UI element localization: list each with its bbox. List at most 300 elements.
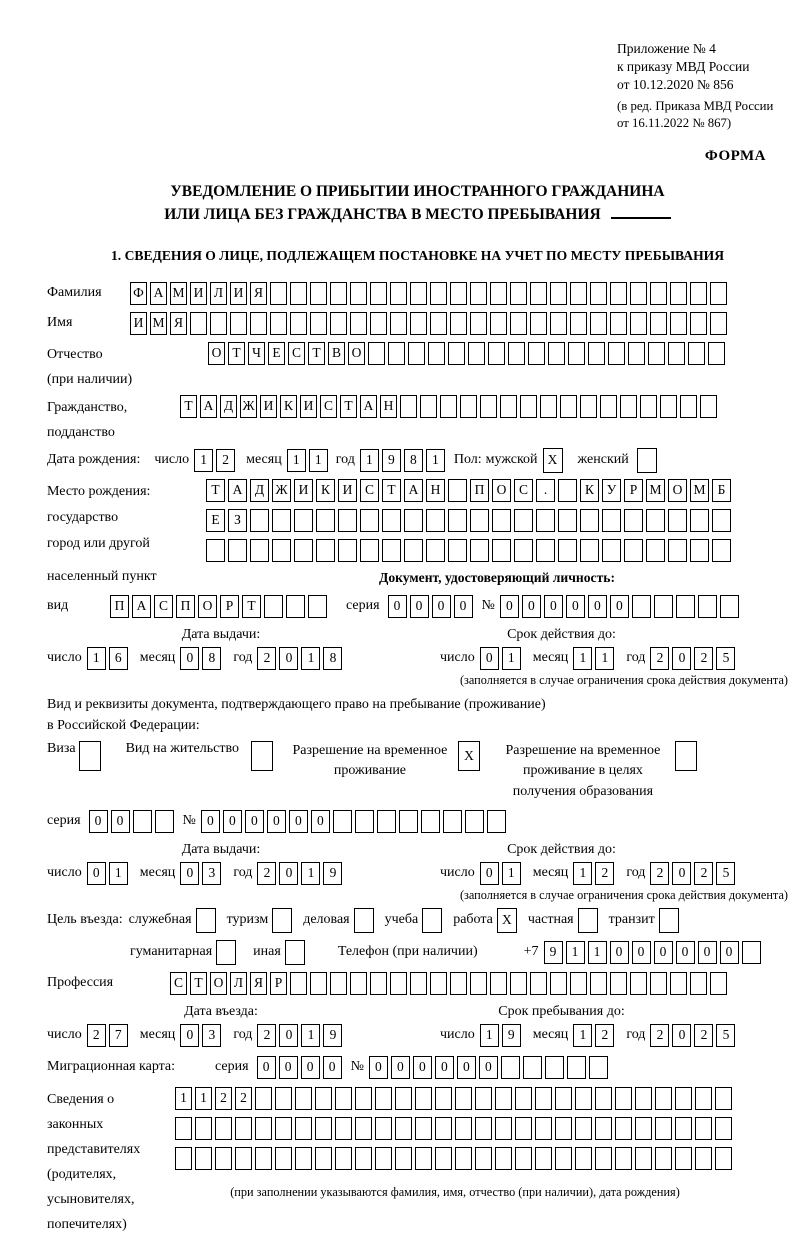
char-cell[interactable] — [395, 1147, 412, 1170]
char-cell[interactable] — [255, 1147, 272, 1170]
char-cell[interactable] — [670, 312, 687, 335]
purpose-transit-checkbox[interactable] — [659, 908, 682, 933]
char-cell[interactable] — [680, 395, 697, 418]
representatives-cells-row1[interactable] — [175, 1087, 735, 1110]
surname-cells[interactable] — [130, 282, 730, 305]
char-cell[interactable]: 0 — [223, 810, 242, 833]
char-cell[interactable] — [500, 395, 517, 418]
char-cell[interactable] — [450, 312, 467, 335]
char-cell[interactable]: 0 — [632, 941, 651, 964]
char-cell[interactable] — [655, 1147, 672, 1170]
char-cell[interactable] — [470, 972, 487, 995]
char-cell[interactable] — [550, 282, 567, 305]
char-cell[interactable] — [568, 342, 585, 365]
char-cell[interactable] — [492, 539, 511, 562]
char-cell[interactable] — [435, 1087, 452, 1110]
char-cell[interactable] — [580, 395, 597, 418]
char-cell[interactable]: А — [132, 595, 151, 618]
char-cell[interactable]: 1 — [301, 862, 320, 885]
char-cell[interactable] — [360, 539, 379, 562]
char-cell[interactable] — [690, 312, 707, 335]
char-cell[interactable] — [624, 509, 643, 532]
char-cell[interactable] — [570, 972, 587, 995]
char-cell[interactable] — [710, 312, 727, 335]
birth-month-cells[interactable] — [287, 449, 331, 472]
char-cell[interactable]: А — [360, 395, 377, 418]
char-cell[interactable] — [295, 1087, 312, 1110]
purpose-work-checkbox[interactable] — [497, 908, 520, 933]
char-cell[interactable] — [375, 1087, 392, 1110]
char-cell[interactable] — [335, 1117, 352, 1140]
char-cell[interactable] — [455, 1147, 472, 1170]
temp-residence-edu-checkbox[interactable] — [675, 741, 700, 771]
char-cell[interactable] — [487, 810, 506, 833]
char-cell[interactable] — [589, 1056, 608, 1079]
char-cell[interactable]: 1 — [301, 1024, 320, 1047]
char-cell[interactable]: 1 — [502, 862, 521, 885]
purpose-study-checkbox[interactable] — [422, 908, 445, 933]
char-cell[interactable] — [390, 282, 407, 305]
char-cell[interactable] — [490, 312, 507, 335]
res-valid-day-cells[interactable] — [480, 862, 524, 885]
char-cell[interactable] — [315, 1117, 332, 1140]
char-cell[interactable] — [470, 282, 487, 305]
char-cell[interactable] — [270, 282, 287, 305]
char-cell[interactable] — [570, 312, 587, 335]
char-cell[interactable] — [275, 1117, 292, 1140]
char-cell[interactable] — [635, 1117, 652, 1140]
char-cell[interactable] — [420, 395, 437, 418]
mig-series-cells[interactable] — [257, 1056, 345, 1079]
char-cell[interactable] — [690, 509, 709, 532]
char-cell[interactable] — [610, 282, 627, 305]
char-cell[interactable]: 2 — [216, 449, 235, 472]
char-cell[interactable]: О — [668, 479, 687, 502]
char-cell[interactable] — [215, 1117, 232, 1140]
char-cell[interactable] — [470, 539, 489, 562]
char-cell[interactable]: 0 — [180, 1024, 199, 1047]
char-cell[interactable] — [338, 539, 357, 562]
char-cell[interactable] — [567, 1056, 586, 1079]
char-cell[interactable] — [595, 1087, 612, 1110]
char-cell[interactable]: 1 — [573, 647, 592, 670]
char-cell[interactable] — [515, 1147, 532, 1170]
char-cell[interactable]: И — [338, 479, 357, 502]
char-cell[interactable] — [430, 282, 447, 305]
char-cell[interactable] — [390, 312, 407, 335]
char-cell[interactable] — [695, 1087, 712, 1110]
char-cell[interactable]: 5 — [716, 862, 735, 885]
char-cell[interactable] — [668, 509, 687, 532]
sex-female-checkbox[interactable] — [637, 448, 660, 473]
char-cell[interactable]: 1 — [194, 449, 213, 472]
char-cell[interactable] — [286, 595, 305, 618]
char-cell[interactable] — [510, 972, 527, 995]
char-cell[interactable] — [272, 908, 292, 933]
char-cell[interactable]: Л — [210, 282, 227, 305]
char-cell[interactable] — [196, 908, 216, 933]
char-cell[interactable]: 2 — [215, 1087, 232, 1110]
char-cell[interactable] — [712, 509, 731, 532]
purpose-private-checkbox[interactable] — [578, 908, 601, 933]
char-cell[interactable] — [560, 395, 577, 418]
char-cell[interactable] — [515, 1117, 532, 1140]
char-cell[interactable]: 0 — [676, 941, 695, 964]
char-cell[interactable]: 0 — [413, 1056, 432, 1079]
char-cell[interactable]: 0 — [720, 941, 739, 964]
char-cell[interactable] — [415, 1117, 432, 1140]
char-cell[interactable] — [575, 1117, 592, 1140]
char-cell[interactable] — [390, 972, 407, 995]
stay-year-cells[interactable] — [650, 1024, 738, 1047]
char-cell[interactable] — [430, 312, 447, 335]
char-cell[interactable]: 0 — [672, 647, 691, 670]
char-cell[interactable]: 0 — [672, 1024, 691, 1047]
char-cell[interactable] — [628, 342, 645, 365]
entry-year-cells[interactable] — [257, 1024, 345, 1047]
char-cell[interactable] — [251, 741, 273, 771]
char-cell[interactable]: Р — [270, 972, 287, 995]
char-cell[interactable] — [355, 810, 374, 833]
id-valid-day-cells[interactable] — [480, 647, 524, 670]
char-cell[interactable]: 7 — [109, 1024, 128, 1047]
char-cell[interactable] — [712, 539, 731, 562]
char-cell[interactable] — [294, 509, 313, 532]
char-cell[interactable] — [575, 1087, 592, 1110]
char-cell[interactable] — [610, 312, 627, 335]
char-cell[interactable]: 3 — [202, 1024, 221, 1047]
char-cell[interactable]: Я — [250, 282, 267, 305]
char-cell[interactable] — [175, 1147, 192, 1170]
char-cell[interactable]: И — [130, 312, 147, 335]
char-cell[interactable] — [330, 312, 347, 335]
char-cell[interactable]: И — [230, 282, 247, 305]
char-cell[interactable]: 8 — [404, 449, 423, 472]
char-cell[interactable] — [514, 509, 533, 532]
char-cell[interactable]: 0 — [457, 1056, 476, 1079]
char-cell[interactable] — [668, 342, 685, 365]
char-cell[interactable] — [455, 1087, 472, 1110]
char-cell[interactable]: Е — [206, 509, 225, 532]
char-cell[interactable]: 0 — [369, 1056, 388, 1079]
char-cell[interactable]: 0 — [610, 595, 629, 618]
char-cell[interactable] — [590, 972, 607, 995]
birth-place-cells-row2[interactable] — [206, 509, 734, 532]
char-cell[interactable]: Р — [624, 479, 643, 502]
char-cell[interactable] — [455, 1117, 472, 1140]
char-cell[interactable]: 0 — [279, 862, 298, 885]
char-cell[interactable] — [190, 312, 207, 335]
char-cell[interactable] — [660, 395, 677, 418]
birth-place-cells-row3[interactable] — [206, 539, 734, 562]
char-cell[interactable] — [426, 509, 445, 532]
char-cell[interactable] — [375, 1117, 392, 1140]
char-cell[interactable] — [272, 509, 291, 532]
char-cell[interactable]: 9 — [323, 862, 342, 885]
char-cell[interactable] — [295, 1117, 312, 1140]
char-cell[interactable] — [508, 342, 525, 365]
char-cell[interactable] — [133, 810, 152, 833]
stay-day-cells[interactable] — [480, 1024, 524, 1047]
char-cell[interactable]: 0 — [279, 1056, 298, 1079]
char-cell[interactable]: 0 — [479, 1056, 498, 1079]
char-cell[interactable] — [675, 1087, 692, 1110]
char-cell[interactable]: О — [492, 479, 511, 502]
char-cell[interactable] — [426, 539, 445, 562]
char-cell[interactable]: И — [300, 395, 317, 418]
char-cell[interactable]: Я — [250, 972, 267, 995]
temp-residence-checkbox[interactable] — [458, 741, 483, 771]
char-cell[interactable]: 1 — [595, 647, 614, 670]
char-cell[interactable]: 8 — [202, 647, 221, 670]
char-cell[interactable] — [624, 539, 643, 562]
char-cell[interactable]: X — [543, 448, 563, 473]
char-cell[interactable] — [578, 908, 598, 933]
char-cell[interactable] — [382, 509, 401, 532]
char-cell[interactable] — [315, 1147, 332, 1170]
char-cell[interactable]: 0 — [201, 810, 220, 833]
char-cell[interactable] — [354, 908, 374, 933]
char-cell[interactable] — [475, 1087, 492, 1110]
citizenship-cells[interactable] — [180, 395, 720, 418]
char-cell[interactable] — [350, 282, 367, 305]
char-cell[interactable] — [310, 282, 327, 305]
char-cell[interactable] — [742, 941, 761, 964]
char-cell[interactable] — [210, 312, 227, 335]
char-cell[interactable] — [528, 342, 545, 365]
char-cell[interactable] — [290, 972, 307, 995]
char-cell[interactable]: Т — [382, 479, 401, 502]
char-cell[interactable] — [195, 1117, 212, 1140]
char-cell[interactable]: 0 — [391, 1056, 410, 1079]
char-cell[interactable]: 0 — [480, 862, 499, 885]
char-cell[interactable] — [575, 1147, 592, 1170]
char-cell[interactable] — [530, 282, 547, 305]
char-cell[interactable]: 1 — [175, 1087, 192, 1110]
char-cell[interactable] — [590, 282, 607, 305]
char-cell[interactable]: А — [150, 282, 167, 305]
visa-checkbox[interactable] — [79, 741, 104, 771]
char-cell[interactable] — [79, 741, 101, 771]
phone-cells[interactable] — [544, 941, 764, 964]
char-cell[interactable]: М — [690, 479, 709, 502]
char-cell[interactable]: Е — [268, 342, 285, 365]
char-cell[interactable] — [488, 342, 505, 365]
char-cell[interactable] — [460, 395, 477, 418]
char-cell[interactable]: 0 — [111, 810, 130, 833]
char-cell[interactable] — [670, 972, 687, 995]
char-cell[interactable] — [655, 1117, 672, 1140]
char-cell[interactable] — [475, 1117, 492, 1140]
char-cell[interactable] — [520, 395, 537, 418]
char-cell[interactable] — [355, 1117, 372, 1140]
char-cell[interactable] — [355, 1147, 372, 1170]
char-cell[interactable] — [555, 1147, 572, 1170]
birth-place-cells-row1[interactable] — [206, 479, 734, 502]
char-cell[interactable]: С — [514, 479, 533, 502]
char-cell[interactable]: 0 — [257, 1056, 276, 1079]
char-cell[interactable]: З — [228, 509, 247, 532]
res-valid-year-cells[interactable] — [650, 862, 738, 885]
char-cell[interactable] — [228, 539, 247, 562]
char-cell[interactable] — [540, 395, 557, 418]
char-cell[interactable]: 2 — [694, 1024, 713, 1047]
char-cell[interactable]: 0 — [245, 810, 264, 833]
char-cell[interactable]: 1 — [195, 1087, 212, 1110]
char-cell[interactable]: 0 — [544, 595, 563, 618]
char-cell[interactable] — [514, 539, 533, 562]
char-cell[interactable] — [430, 972, 447, 995]
char-cell[interactable] — [395, 1117, 412, 1140]
char-cell[interactable]: 1 — [573, 862, 592, 885]
char-cell[interactable] — [715, 1087, 732, 1110]
char-cell[interactable]: Д — [250, 479, 269, 502]
char-cell[interactable] — [695, 1147, 712, 1170]
char-cell[interactable] — [448, 509, 467, 532]
char-cell[interactable] — [255, 1087, 272, 1110]
char-cell[interactable]: 0 — [480, 647, 499, 670]
char-cell[interactable] — [602, 509, 621, 532]
char-cell[interactable]: В — [328, 342, 345, 365]
char-cell[interactable] — [650, 972, 667, 995]
char-cell[interactable] — [710, 972, 727, 995]
char-cell[interactable] — [495, 1117, 512, 1140]
char-cell[interactable] — [655, 1087, 672, 1110]
doc-series-cells[interactable] — [388, 595, 476, 618]
char-cell[interactable] — [250, 539, 269, 562]
char-cell[interactable] — [530, 312, 547, 335]
char-cell[interactable] — [510, 312, 527, 335]
char-cell[interactable]: 0 — [654, 941, 673, 964]
char-cell[interactable] — [646, 509, 665, 532]
char-cell[interactable] — [688, 342, 705, 365]
char-cell[interactable] — [377, 810, 396, 833]
char-cell[interactable] — [495, 1147, 512, 1170]
char-cell[interactable]: 0 — [698, 941, 717, 964]
res-issue-month-cells[interactable] — [180, 862, 224, 885]
char-cell[interactable] — [315, 1087, 332, 1110]
name-cells[interactable] — [130, 312, 730, 335]
char-cell[interactable] — [632, 595, 651, 618]
char-cell[interactable]: Н — [426, 479, 445, 502]
char-cell[interactable]: М — [646, 479, 665, 502]
res-issue-year-cells[interactable] — [257, 862, 345, 885]
char-cell[interactable]: 2 — [694, 862, 713, 885]
purpose-business-checkbox[interactable] — [354, 908, 377, 933]
char-cell[interactable]: С — [154, 595, 173, 618]
char-cell[interactable] — [404, 539, 423, 562]
char-cell[interactable]: О — [208, 342, 225, 365]
char-cell[interactable] — [355, 1087, 372, 1110]
char-cell[interactable] — [448, 479, 467, 502]
char-cell[interactable] — [338, 509, 357, 532]
doc-number-cells[interactable] — [500, 595, 742, 618]
char-cell[interactable] — [630, 282, 647, 305]
char-cell[interactable]: Т — [242, 595, 261, 618]
char-cell[interactable] — [368, 342, 385, 365]
char-cell[interactable] — [630, 972, 647, 995]
char-cell[interactable]: У — [602, 479, 621, 502]
char-cell[interactable] — [535, 1147, 552, 1170]
char-cell[interactable] — [580, 509, 599, 532]
char-cell[interactable] — [698, 595, 717, 618]
char-cell[interactable] — [370, 282, 387, 305]
char-cell[interactable] — [333, 810, 352, 833]
char-cell[interactable] — [175, 1117, 192, 1140]
char-cell[interactable]: К — [580, 479, 599, 502]
char-cell[interactable]: И — [190, 282, 207, 305]
char-cell[interactable] — [690, 539, 709, 562]
char-cell[interactable] — [450, 282, 467, 305]
char-cell[interactable]: А — [200, 395, 217, 418]
char-cell[interactable]: 0 — [279, 647, 298, 670]
char-cell[interactable]: 2 — [257, 647, 276, 670]
char-cell[interactable] — [555, 1117, 572, 1140]
birth-day-cells[interactable] — [194, 449, 238, 472]
char-cell[interactable] — [470, 312, 487, 335]
char-cell[interactable]: 0 — [388, 595, 407, 618]
char-cell[interactable]: 2 — [595, 862, 614, 885]
char-cell[interactable] — [523, 1056, 542, 1079]
char-cell[interactable]: 0 — [672, 862, 691, 885]
char-cell[interactable] — [648, 342, 665, 365]
char-cell[interactable] — [545, 1056, 564, 1079]
char-cell[interactable]: 2 — [650, 647, 669, 670]
char-cell[interactable] — [635, 1147, 652, 1170]
char-cell[interactable] — [410, 282, 427, 305]
char-cell[interactable] — [216, 940, 236, 965]
char-cell[interactable]: Т — [340, 395, 357, 418]
representatives-cells-row2[interactable] — [175, 1117, 735, 1140]
char-cell[interactable]: X — [458, 741, 480, 771]
char-cell[interactable] — [399, 810, 418, 833]
char-cell[interactable] — [335, 1147, 352, 1170]
char-cell[interactable] — [480, 395, 497, 418]
char-cell[interactable]: 0 — [454, 595, 473, 618]
char-cell[interactable] — [375, 1147, 392, 1170]
char-cell[interactable] — [350, 312, 367, 335]
char-cell[interactable]: 0 — [588, 595, 607, 618]
char-cell[interactable] — [155, 810, 174, 833]
char-cell[interactable] — [535, 1087, 552, 1110]
id-valid-year-cells[interactable] — [650, 647, 738, 670]
char-cell[interactable]: . — [536, 479, 555, 502]
char-cell[interactable]: 0 — [410, 595, 429, 618]
char-cell[interactable]: 1 — [480, 1024, 499, 1047]
char-cell[interactable] — [668, 539, 687, 562]
purpose-humanitarian-checkbox[interactable] — [216, 940, 239, 965]
char-cell[interactable] — [235, 1147, 252, 1170]
char-cell[interactable] — [637, 448, 657, 473]
char-cell[interactable] — [330, 282, 347, 305]
char-cell[interactable]: 3 — [202, 862, 221, 885]
char-cell[interactable]: М — [170, 282, 187, 305]
char-cell[interactable]: 0 — [311, 810, 330, 833]
char-cell[interactable]: 2 — [650, 862, 669, 885]
char-cell[interactable] — [294, 539, 313, 562]
char-cell[interactable]: Ч — [248, 342, 265, 365]
char-cell[interactable] — [270, 312, 287, 335]
char-cell[interactable]: Т — [190, 972, 207, 995]
char-cell[interactable] — [548, 342, 565, 365]
char-cell[interactable]: 5 — [716, 647, 735, 670]
purpose-other-checkbox[interactable] — [285, 940, 308, 965]
sex-male-checkbox[interactable] — [543, 448, 566, 473]
char-cell[interactable] — [708, 342, 725, 365]
char-cell[interactable] — [435, 1147, 452, 1170]
char-cell[interactable]: П — [110, 595, 129, 618]
char-cell[interactable]: 2 — [257, 862, 276, 885]
